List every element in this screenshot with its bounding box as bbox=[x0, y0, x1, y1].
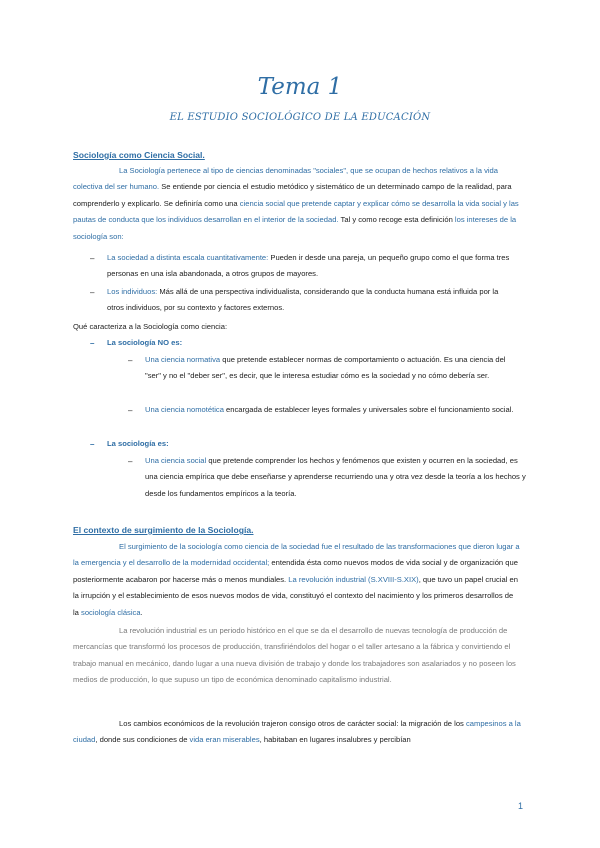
paragraph-surgimiento bbox=[73, 539, 521, 621]
text-highlight: campesinos a la ciudad bbox=[73, 719, 521, 745]
text-plain: que pretende establecer normas de comportamiento o actuación. Es una ciencia del "ser" y no el "deber ser", es decir, que le interesa estudiar cómo es la sociedad y no cómo debería ser. bbox=[145, 355, 506, 381]
bullet-dash: – bbox=[90, 440, 95, 449]
list-item-nomotetica bbox=[145, 402, 515, 418]
paragraph-cambios-economicos bbox=[73, 716, 521, 749]
bullet-dash: – bbox=[90, 254, 95, 263]
list-item-ciencia-social bbox=[145, 453, 527, 502]
text-plain: . bbox=[140, 607, 143, 617]
page-number: 1 bbox=[518, 801, 524, 811]
bullet-dash: – bbox=[90, 339, 95, 348]
bullet-dash: – bbox=[128, 406, 133, 415]
text-highlight: Una ciencia normativa bbox=[145, 355, 221, 364]
text-highlight: La sociedad a distinta escala cuantitativamente: bbox=[107, 253, 269, 262]
section-heading-contexto: El contexto de surgimiento de la Sociología. bbox=[73, 525, 254, 535]
text-highlight: El surgimiento de la sociología como ciencia de la sociedad fue el resultado de las transformaciones que dieron lugar a la emergencia y el desarrollo de la modernidad occidental; bbox=[73, 542, 520, 568]
text-plain: encargada de establecer leyes formales y universales sobre el funcionamiento social. bbox=[223, 405, 514, 414]
text-plain: Pueden ir desde una pareja, un pequeño grupo como el que forma tres personas en una isla abandonada, a otros grupos de mayores. bbox=[107, 253, 510, 279]
list-item-individuos bbox=[107, 284, 517, 317]
paragraph-definition bbox=[73, 163, 521, 245]
section-heading-sociologia: Sociología como Ciencia Social. bbox=[73, 150, 205, 160]
list-label-es: La sociología es: bbox=[107, 439, 169, 448]
text-highlight: La Sociología pertenece al tipo de ciencias denominadas "sociales", que se ocupan de hechos relativos a la vida colectiva del ser humano. bbox=[73, 166, 498, 192]
bullet-dash: – bbox=[128, 356, 133, 365]
text-highlight: sociología clásica bbox=[81, 607, 141, 617]
text-highlight: Los individuos: bbox=[107, 287, 158, 296]
text-plain: Más allá de una perspectiva individualista, considerando que la conducta humana está influida por la otros individuos, por su contexto y factores externos. bbox=[107, 287, 499, 313]
text-plain: , habitaban en lugares insalubres y percibían bbox=[259, 735, 411, 745]
document-title: Tema 1 bbox=[257, 74, 343, 100]
text-plain: Tal y como recoge esta definición bbox=[338, 215, 455, 225]
text-plain: entendida ésta como nuevos modos de vida social y de organización que posteriormente acabaron por hacerse más o menos mundiales. bbox=[73, 558, 518, 584]
list-label-no-es: La sociología NO es: bbox=[107, 338, 183, 347]
text-plain: Los cambios económicos de la revolución trajeron consigo otros de carácter social: la migración de los bbox=[119, 719, 466, 728]
question-line: Qué caracteriza a la Sociología como ciencia: bbox=[73, 322, 228, 331]
text-plain: , donde sus condiciones de bbox=[95, 735, 190, 745]
document-subtitle: EL ESTUDIO SOCIOLÓGICO DE LA EDUCACIÓN bbox=[169, 112, 431, 123]
bullet-dash: – bbox=[128, 457, 133, 466]
paragraph-revolucion-industrial: La revolución industrial es un periodo histórico en el que se da el desarrollo de nuevas tecnología de producción de mercancías que transformó los procesos de producción, transfiriéndolos del hogar o el taller artesano a la fábrica y convirtiendo el trabajo manual en mecánico, dando lugar a una nueva división de trabajo y donde los trabajadores son asalariados y no poseen los medios de producción, lo que supuso un tipo de económica denominado capitalismo industrial. bbox=[73, 626, 516, 685]
text-highlight: vida eran miserables bbox=[189, 735, 260, 745]
text-highlight: Una ciencia social bbox=[145, 456, 207, 465]
text-highlight: Una ciencia nomotética bbox=[145, 405, 224, 414]
text-plain: , que tuvo un papel crucial en la irrupción y el establecimiento de esos nuevos modos de vida, constituyó el contexto del nacimiento y los primeros desarrollos de la bbox=[73, 574, 518, 617]
text-plain: que pretende comprender los hechos y fenómenos que existen y ocurren en la sociedad, es una ciencia empírica que debe enseñarse y aprenderse recurriendo una y otra vez desde la teoría a los hechos y desde los fundamentos empíricos a la teoría. bbox=[145, 456, 526, 498]
text-highlight: La revolución industrial (S.XVIII-S.XIX) bbox=[288, 574, 419, 584]
bullet-dash: – bbox=[90, 288, 95, 297]
list-item-sociedad bbox=[107, 250, 517, 283]
text-highlight: los intereses de la sociología son: bbox=[73, 215, 517, 241]
text-highlight: ciencia social que pretende captar y explicar cómo se desarrolla la vida social y las pautas de conducta que los individuos desarrollan en el interior de la sociedad. bbox=[73, 198, 519, 225]
list-item-normativa bbox=[145, 352, 523, 385]
text-plain: Se entiende por ciencia el estudio metódico y sistemático de un determinado campo de la realidad, para comprenderlo y explicarlo. Se definiría como una bbox=[73, 182, 512, 208]
